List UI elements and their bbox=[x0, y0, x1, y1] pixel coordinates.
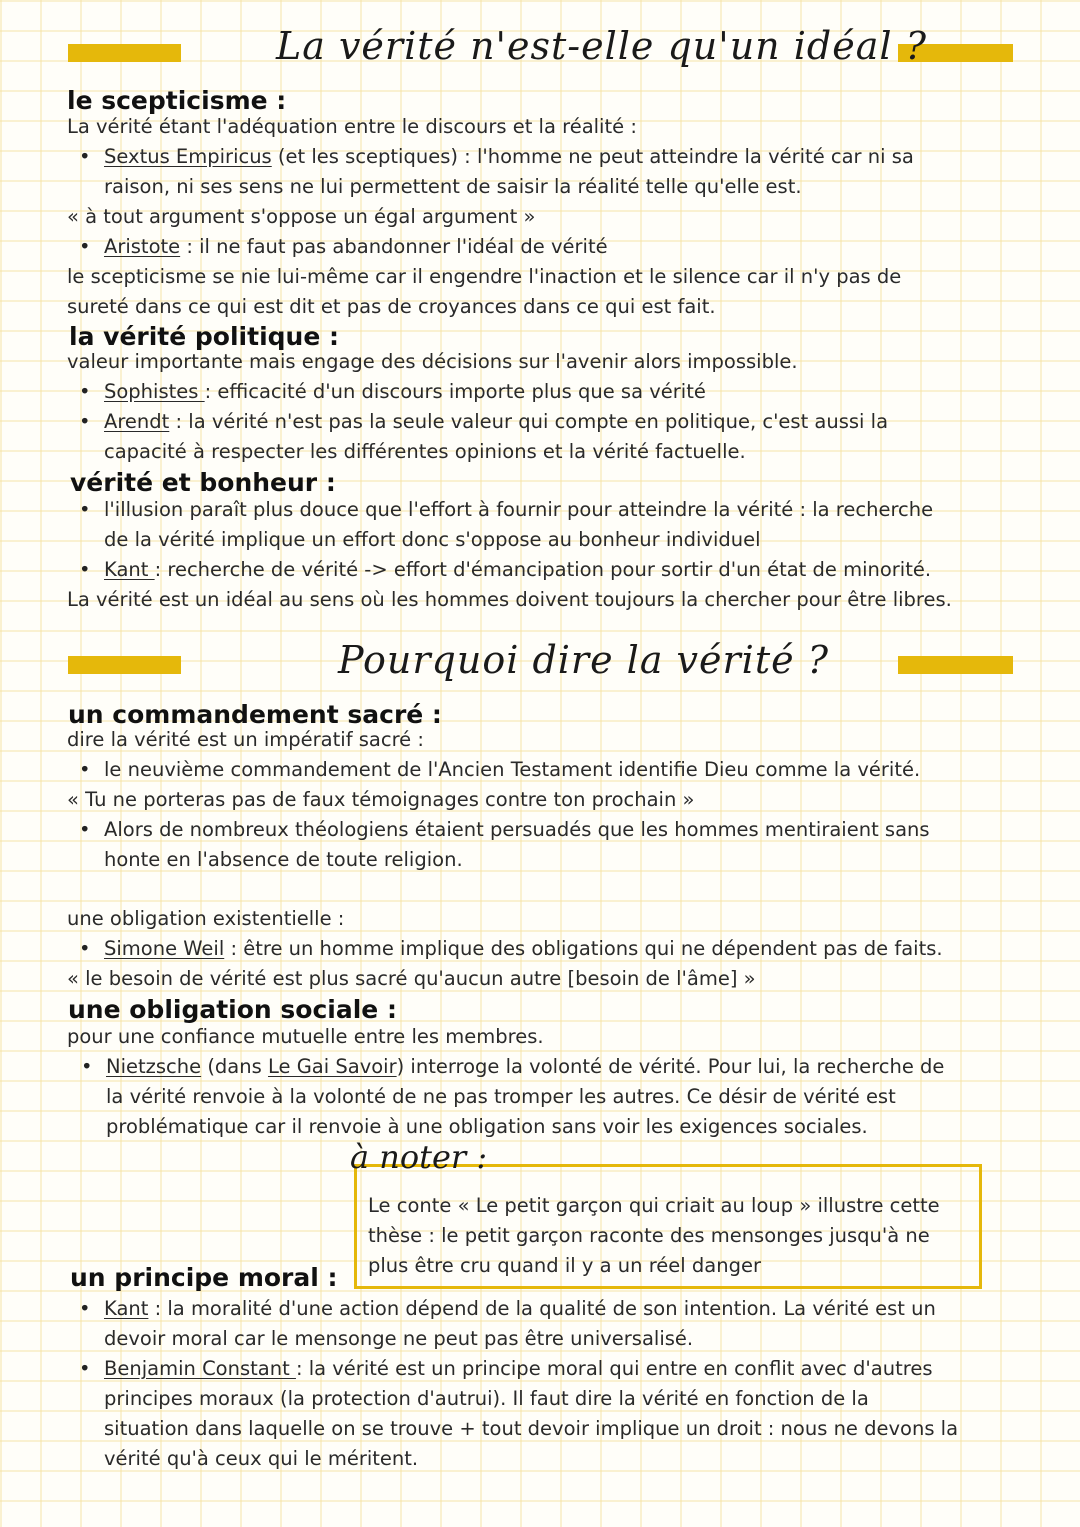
list-item bbox=[104, 142, 914, 172]
heading-sociale: une obligation sociale : bbox=[68, 995, 397, 1024]
list-item bbox=[106, 1052, 944, 1082]
list-item: • Alors de nombreux théologiens étaient persuadés que les hommes mentiraient sans bbox=[104, 815, 930, 845]
book-title: Le Gai Savoir bbox=[267, 1055, 397, 1078]
list-item-text: ) interroge la volonté de vérité. Pour lui, la recherche de bbox=[396, 1055, 945, 1078]
text-line: vérité qu'à ceux qui le méritent. bbox=[104, 1447, 419, 1470]
note-text: Le conte « Le petit garçon qui criait au loup » illustre cette bbox=[368, 1194, 940, 1217]
list-item-text: : la vérité n'est pas la seule valeur qui compte en politique, c'est aussi la bbox=[169, 410, 889, 433]
list-item bbox=[104, 1294, 936, 1324]
list-item bbox=[104, 555, 931, 585]
text-line: pour une confiance mutuelle entre les membres. bbox=[67, 1025, 544, 1048]
list-item bbox=[104, 934, 943, 964]
list-item: • l'illusion paraît plus douce que l'effort à fournir pour atteindre la vérité : la recherche bbox=[104, 495, 933, 525]
text-line: capacité à respecter les différentes opinions et la vérité factuelle. bbox=[104, 440, 746, 463]
note-text: plus être cru quand il y a un réel danger bbox=[368, 1254, 761, 1277]
quote: « à tout argument s'oppose un égal argument » bbox=[67, 205, 536, 228]
author-name: Benjamin Constant bbox=[104, 1357, 296, 1380]
list-item-text: : la vérité est un principe moral qui entre en conflit avec d'autres bbox=[295, 1357, 933, 1380]
list-item bbox=[104, 407, 888, 437]
text-line: dire la vérité est un impératif sacré : bbox=[67, 728, 424, 751]
author-name: Nietzsche bbox=[106, 1055, 202, 1078]
heading-moral: un principe moral : bbox=[70, 1263, 338, 1292]
list-item-text: : être un homme implique des obligations qui ne dépendent pas de faits. bbox=[224, 937, 943, 960]
decorative-bar-left bbox=[68, 44, 181, 62]
author-name: Sophistes bbox=[104, 380, 205, 403]
author-name: Kant bbox=[104, 1297, 149, 1320]
list-item: • le neuvième commandement de l'Ancien Testament identifie Dieu comme la vérité. bbox=[104, 755, 920, 785]
list-item-text: : il ne faut pas abandonner l'idéal de vérité bbox=[180, 235, 608, 258]
decorative-bar-left bbox=[68, 656, 181, 674]
list-item-text: (dans bbox=[201, 1055, 268, 1078]
section-title-ideal: La vérité n'est-elle qu'un idéal ? bbox=[276, 24, 927, 68]
text-line: de la vérité implique un effort donc s'oppose au bonheur individuel bbox=[104, 528, 761, 551]
heading-scepticisme: le scepticisme : bbox=[67, 86, 287, 115]
text-line: principes moraux (la protection d'autrui). Il faut dire la vérité en fonction de la bbox=[104, 1387, 869, 1410]
text-line: valeur importante mais engage des décisions sur l'avenir alors impossible. bbox=[67, 350, 798, 373]
text-line: la vérité renvoie à la volonté de ne pas tromper les autres. Ce désir de vérité est bbox=[106, 1085, 896, 1108]
list-item bbox=[104, 232, 608, 262]
heading-bonheur: vérité et bonheur : bbox=[70, 468, 336, 497]
text-line: La vérité étant l'adéquation entre le discours et la réalité : bbox=[67, 115, 637, 138]
author-name: Kant bbox=[104, 558, 155, 581]
text-line: sureté dans ce qui est dit et pas de croyances dans ce qui est fait. bbox=[67, 295, 716, 318]
list-item bbox=[104, 377, 706, 407]
text-line: devoir moral car le mensonge ne peut pas être universalisé. bbox=[104, 1327, 694, 1350]
heading-sacre: un commandement sacré : bbox=[68, 700, 442, 729]
author-name: Sextus Empiricus bbox=[104, 145, 272, 168]
text-line: honte en l'absence de toute religion. bbox=[104, 848, 463, 871]
text-line: problématique car il renvoie à une obligation sans voir les exigences sociales. bbox=[106, 1115, 868, 1138]
text-line: le scepticisme se nie lui-même car il engendre l'inaction et le silence car il n'y pas de bbox=[67, 265, 902, 288]
author-name: Aristote bbox=[104, 235, 181, 258]
quote: « Tu ne porteras pas de faux témoignages contre ton prochain » bbox=[67, 788, 695, 811]
list-item-text: : efficacité d'un discours importe plus que sa vérité bbox=[204, 380, 706, 403]
list-item bbox=[104, 1354, 933, 1384]
heading-politique: la vérité politique : bbox=[69, 322, 339, 351]
heading-existentielle: une obligation existentielle : bbox=[67, 907, 345, 930]
conclusion: La vérité est un idéal au sens où les hommes doivent toujours la chercher pour être libres. bbox=[67, 588, 952, 611]
decorative-bar-right bbox=[898, 656, 1013, 674]
note-text: thèse : le petit garçon raconte des mensonges jusqu'à ne bbox=[368, 1224, 930, 1247]
list-item-text: (et les sceptiques) : l'homme ne peut atteindre la vérité car ni sa bbox=[271, 145, 914, 168]
quote: « le besoin de vérité est plus sacré qu'aucun autre [besoin de l'âme] » bbox=[67, 967, 756, 990]
list-item-text: : la moralité d'une action dépend de la qualité de son intention. La vérité est un bbox=[148, 1297, 936, 1320]
text-line: situation dans laquelle on se trouve + tout devoir implique un droit : nous ne devons la bbox=[104, 1417, 959, 1440]
text-line: raison, ni ses sens ne lui permettent de saisir la réalité telle qu'elle est. bbox=[104, 175, 802, 198]
section-title-pourquoi: Pourquoi dire la vérité ? bbox=[338, 638, 830, 682]
author-name: Simone Weil bbox=[104, 937, 225, 960]
author-name: Arendt bbox=[104, 410, 170, 433]
note-label: à noter : bbox=[350, 1138, 488, 1176]
list-item-text: : recherche de vérité -> effort d'émancipation pour sortir d'un état de minorité. bbox=[154, 558, 932, 581]
